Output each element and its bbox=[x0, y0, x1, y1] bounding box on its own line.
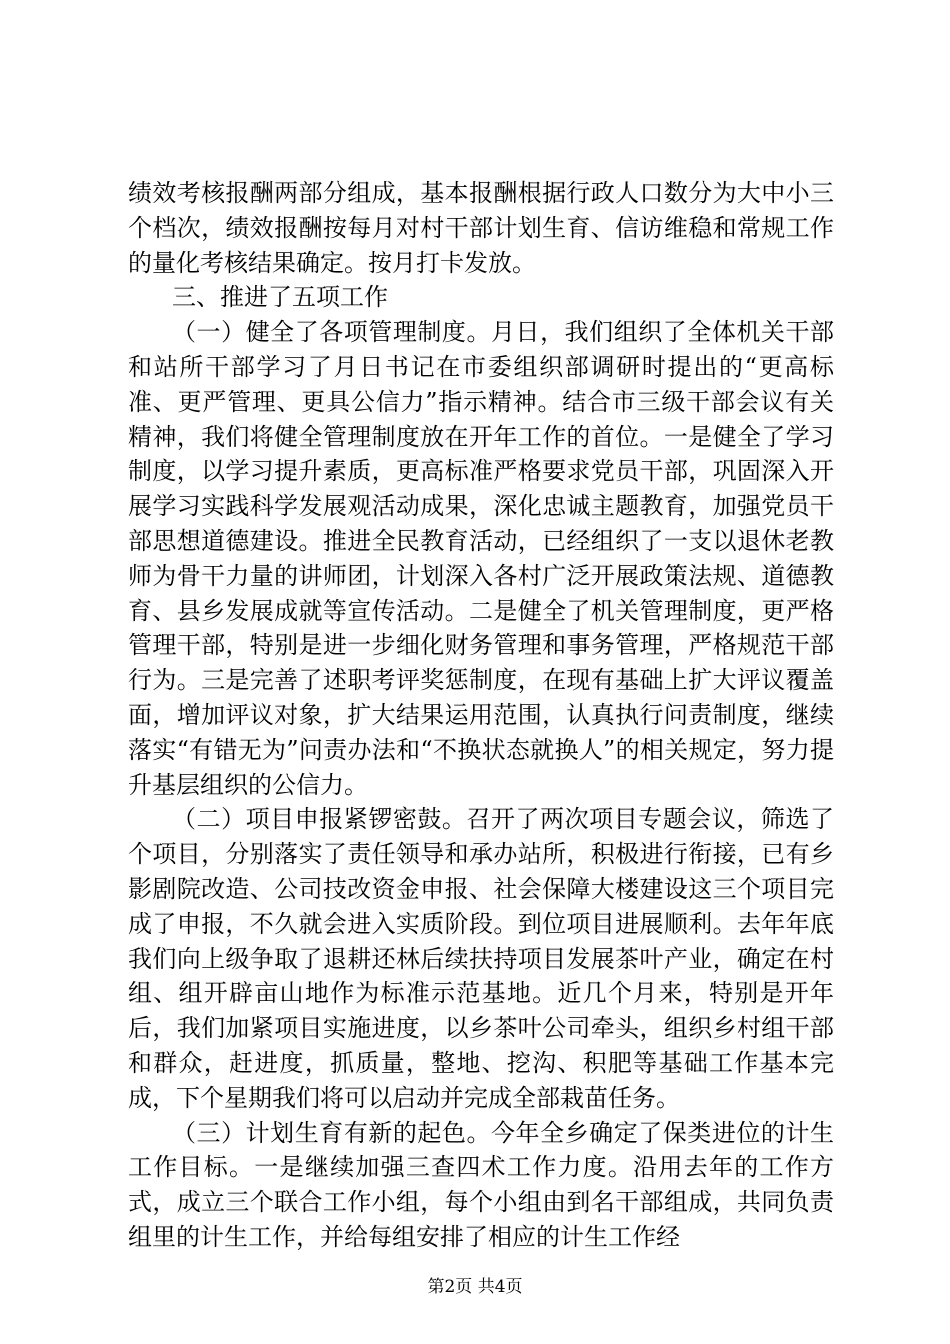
paragraph-family-planning: （三）计划生育有新的起色。今年全乡确定了保类进位的计生工作目标。一是继续加强三查四术工作力度。沿用去年的工作方式，成立三个联合工作小组，每个小组由到名干部组成，共同负责组里的计生工作，并给每组安排了相应的计生工作经 bbox=[128, 1118, 834, 1251]
section-heading: 三、推进了五项工作 bbox=[172, 283, 388, 312]
paragraph-project-application: （二）项目申报紧锣密鼓。召开了两次项目专题会议，筛选了个项目，分别落实了责任领导和承办站所，积极进行衔接，已有乡影剧院改造、公司技改资金申报、社会保障大楼建设这三个项目完成了申报，不久就会进入实质阶段。到位项目进展顺利。去年年底我们向上级争取了退耕还林后续扶持项目发展茶叶产业，确定在村组、组开辟亩山地作为标准示范基地。近几个月来，特别是开年后，我们加紧项目实施进度，以乡茶叶公司牵头，组织乡村组干部和群众，赶进度，抓质量，整地、挖沟、积肥等基础工作基本完成，下个星期我们将可以启动并完成全部栽苗任务。 bbox=[128, 805, 834, 1112]
paragraph-management-system: （一）健全了各项管理制度。月日，我们组织了全体机关干部和站所干部学习了月日书记在市委组织部调研时提出的“更高标准、更严管理、更具公信力”指示精神。结合市三级干部会议有关精神，我们将健全管理制度放在开年工作的首位。一是健全了学习制度，以学习提升素质，更高标准严格要求党员干部，巩固深入开展学习实践科学发展观活动成果，深化忠诚主题教育，加强党员干部思想道德建设。推进全民教育活动，已经组织了一支以退休老教师为骨干力量的讲师团，计划深入各村广泛开展政策法规、道德教育、县乡发展成就等宣传活动。二是健全了机关管理制度，更严格管理干部，特别是进一步细化财务管理和事务管理，严格规范干部行为。三是完善了述职考评奖惩制度，在现有基础上扩大评议覆盖面，增加评议对象，扩大结果运用范围，认真执行问责制度，继续落实“有错无为”问责办法和“不换状态就换人”的相关规定，努力提升基层组织的公信力。 bbox=[128, 318, 834, 799]
page-footer: 第2页 共4页 bbox=[427, 1277, 523, 1297]
paragraph-1: 绩效考核报酬两部分组成，基本报酬根据行政人口数分为大中小三个档次，绩效报酬按每月对村干部计划生育、信访维稳和常规工作的量化考核结果确定。按月打卡发放。 bbox=[128, 179, 834, 277]
document-body bbox=[128, 176, 834, 1255]
